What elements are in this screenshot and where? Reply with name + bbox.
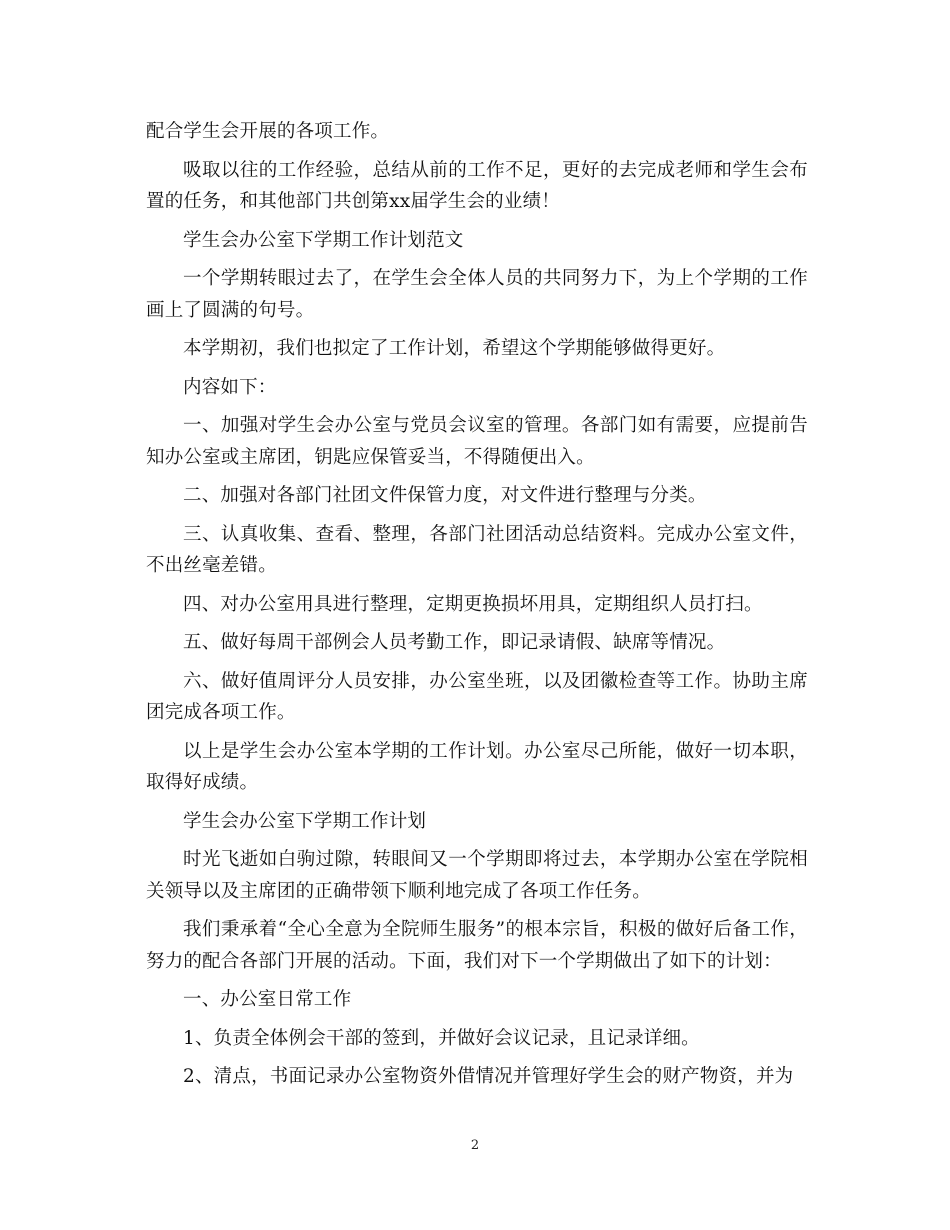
paragraph: 五、做好每周干部例会人员考勤工作，即记录请假、缺席等情况。 <box>183 632 726 653</box>
paragraph: 一、办公室日常工作 <box>183 989 352 1010</box>
paragraph: 一个学期转眼过去了，在学生会全体人员的共同努力下，为上个学期的工作画上了圆满的句号。 <box>146 268 808 321</box>
paragraph: 六、做好值周评分人员安排，办公室坐班，以及团徽检查等工作。协助主席团完成各项工作。 <box>146 670 808 723</box>
paragraph: 1、负责全体例会干部的签到，并做好会议记录，且记录详细。 <box>183 1027 700 1049</box>
paragraph: 一、加强对学生会办公室与党员会议室的管理。各部门如有需要，应提前告知办公室或主席团，钥匙应保管妥当，不得随便出入。 <box>146 415 808 468</box>
paragraph: 内容如下： <box>183 376 277 398</box>
paragraph: 四、对办公室用具进行整理，定期更换损坏用具，定期组织人员打扫。 <box>183 593 763 615</box>
paragraph: 三、认真收集、查看、整理，各部门社团活动总结资料。完成办公室文件，不出丝毫差错。 <box>146 523 808 576</box>
page-number: 2 <box>470 1138 480 1153</box>
paragraph: 二、加强对各部门社团文件保管力度，对文件进行整理与分类。 <box>183 485 707 506</box>
paragraph: 以上是学生会办公室本学期的工作计划。办公室尽己所能，做好一切本职，取得好成绩。 <box>146 740 808 793</box>
paragraph: 2、清点，书面记录办公室物资外借情况并管理好学生会的财产物资，并为 <box>183 1066 794 1087</box>
paragraph: 本学期初，我们也拟定了工作计划，希望这个学期能够做得更好。 <box>183 338 726 359</box>
paragraph: 学生会办公室下学期工作计划 <box>183 810 427 832</box>
document-body <box>146 116 808 1100</box>
paragraph: 我们秉承着“全心全意为全院师生服务”的根本宗旨，积极的做好后备工作，努力的配合各部门开展的活动。下面，我们对下一个学期做出了如下的计划： <box>146 919 808 972</box>
paragraph: 学生会办公室下学期工作计划范文 <box>183 229 464 251</box>
paragraph: 时光飞逝如白驹过隙，转眼间又一个学期即将过去，本学期办公室在学院相关领导以及主席团的正确带领下顺利地完成了各项工作任务。 <box>146 849 808 902</box>
paragraph: 配合学生会开展的各项工作。 <box>146 121 390 142</box>
paragraph: 吸取以往的工作经验，总结从前的工作不足，更好的去完成老师和学生会布置的任务，和其他部门共创第xx届学生会的业绩！ <box>146 159 808 212</box>
